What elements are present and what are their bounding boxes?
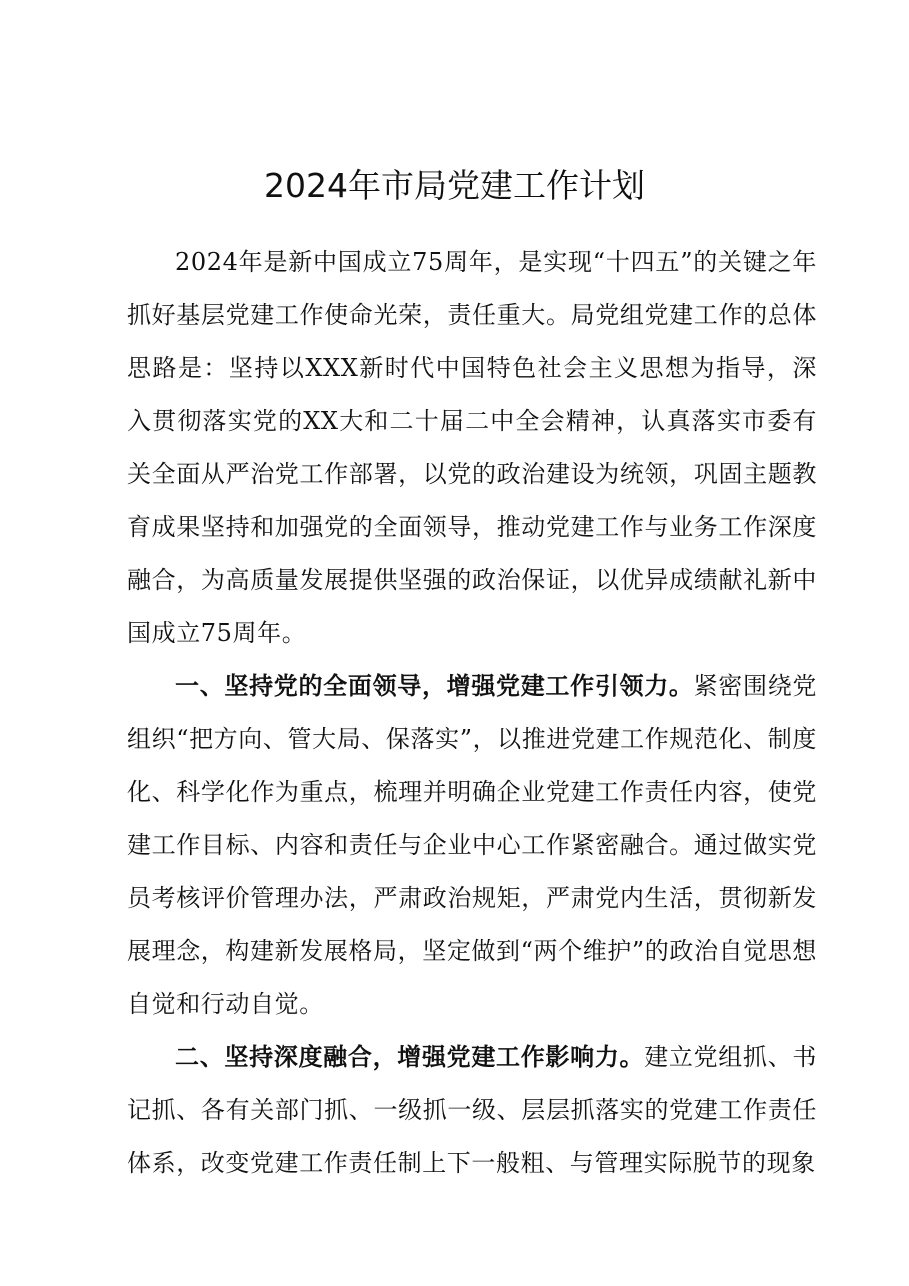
section-2-text: 建立党组抓、书记抓、各有关部门抓、一级抓一级、层层抓落实的党建工作责任体系，改变党建工作责任制上下一般粗、与管理实际脱节的现象 xyxy=(127,1043,817,1177)
section-2-heading: 二、坚持深度融合，增强党建工作影响力。 xyxy=(175,1043,645,1071)
document-title: 2024年市局党建工作计划 xyxy=(264,166,645,205)
document-body xyxy=(127,236,817,1190)
section-1-heading: 一、坚持党的全面领导，增强党建工作引领力。 xyxy=(175,672,694,700)
section-2-paragraph xyxy=(127,1031,817,1190)
section-1-text: 紧密围绕党组织“把方向、管大局、保落实”，以推进党建工作规范化、制度化、科学化作为重点，梳理并明确企业党建工作责任内容，使党建工作目标、内容和责任与企业中心工作紧密融合。通过做实党员考核评价管理办法，严肃政治规矩，严肃党内生活，贯彻新发展理念，构建新发展格局，坚定做到“两个维护”的政治自觉思想自觉和行动自觉。 xyxy=(127,672,817,1018)
intro-paragraph: 2024年是新中国成立75周年，是实现“十四五”的关键之年抓好基层党建工作使命光荣，责任重大。局党组党建工作的总体思路是：坚持以XXX新时代中国特色社会主义思想为指导，深入贯彻落实党的XX大和二十届二中全会精神，认真落实市委有关全面从严治党工作部署，以党的政治建设为统领，巩固主题教育成果坚持和加强党的全面领导，推动党建工作与业务工作深度融合，为高质量发展提供坚强的政治保证，以优异成绩献礼新中国成立75周年。 xyxy=(127,248,817,647)
section-1-paragraph xyxy=(127,660,817,1031)
